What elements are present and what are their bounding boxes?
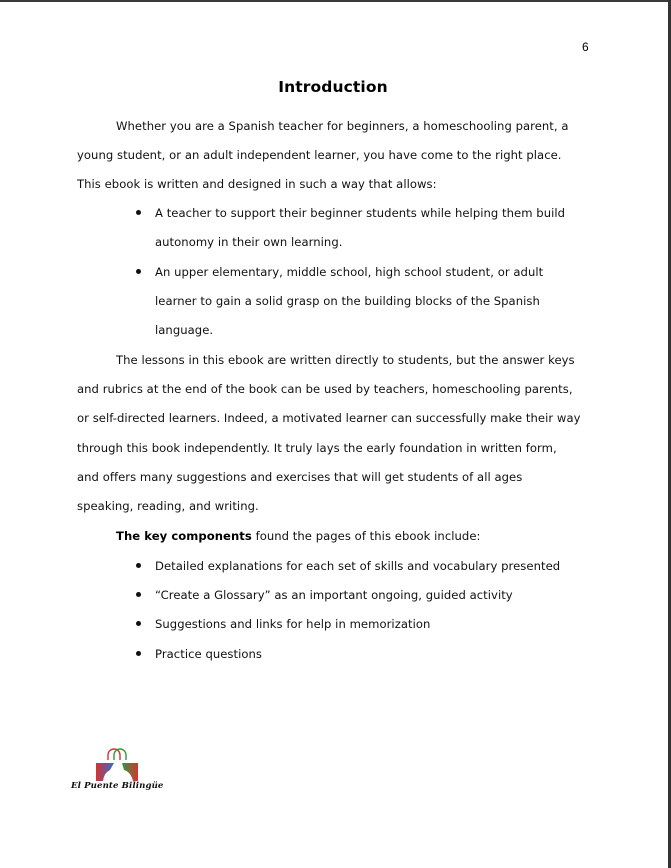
bullet-icon (136, 269, 141, 274)
bullet-icon (136, 210, 141, 215)
key-components-bold: The key components (116, 529, 252, 543)
bullet-icon (136, 563, 141, 568)
key-components-rest: found the pages of this ebook include: (251, 529, 481, 543)
page-number: 6 (582, 40, 589, 54)
paragraph-line: or self-directed learners. Indeed, a motivated learner can successfully make their way (77, 411, 581, 425)
window-frame-top (0, 0, 671, 2)
list-item-text: Suggestions and links for help in memorization (155, 617, 431, 631)
bullet-icon (136, 621, 141, 626)
paragraph-line: young student, or an adult independent learner, you have come to the right place. (77, 148, 562, 162)
list-item-text: Practice questions (155, 647, 263, 661)
key-components-intro (116, 528, 480, 544)
paragraph-line: and offers many suggestions and exercises that will get students of all ages (77, 470, 523, 484)
bullet-icon (136, 592, 141, 597)
paragraph-line: The lessons in this ebook are written directly to students, but the answer keys (116, 353, 575, 367)
list-item-text: Detailed explanations for each set of skills and vocabulary presented (155, 559, 561, 573)
list-item-line: language. (155, 323, 214, 337)
list-item-line: learner to gain a solid grasp on the building blocks of the Spanish (155, 294, 540, 308)
list-item-line: autonomy in their own learning. (155, 235, 343, 249)
list-item-text: “Create a Glossary” as an important ongoing, guided activity (155, 588, 513, 602)
list-item-line: A teacher to support their beginner students while helping them build (155, 206, 566, 220)
page-title: Introduction (278, 78, 388, 96)
paragraph-line: Whether you are a Spanish teacher for beginners, a homeschooling parent, a (116, 119, 569, 133)
paragraph-line: through this book independently. It truly lays the early foundation in written form, (77, 441, 557, 455)
logo-text: El Puente Bilingüe (71, 781, 164, 791)
paragraph-line: speaking, reading, and writing. (77, 499, 259, 513)
bullet-icon (136, 651, 141, 656)
list-item-line: An upper elementary, middle school, high school student, or adult (155, 265, 544, 279)
paragraph-line: This ebook is written and designed in such a way that allows: (77, 177, 437, 191)
paragraph-line: and rubrics at the end of the book can be used by teachers, homeschooling parents, (77, 382, 573, 396)
